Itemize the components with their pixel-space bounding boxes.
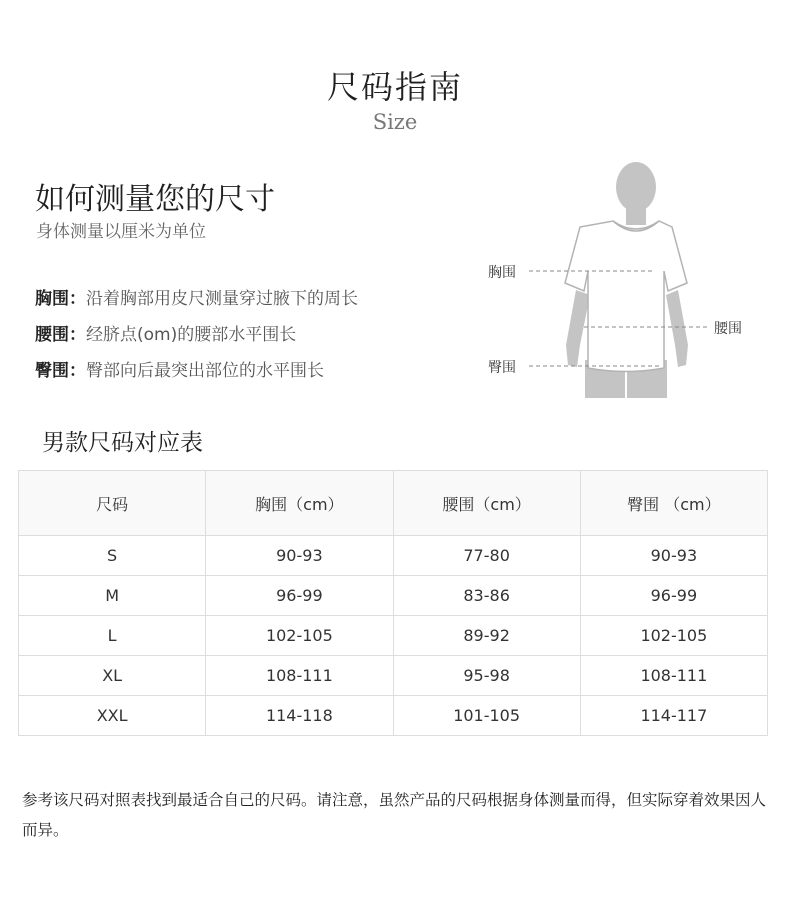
column-header-size: 尺码 (19, 471, 206, 536)
chest-line-label: 胸围 (488, 265, 516, 281)
measure-item-desc: 臀部向后最突出部位的水平围长 (86, 361, 324, 381)
table-header-row (19, 471, 768, 536)
size-cell: M (19, 576, 206, 616)
size-disclaimer-note: 参考该尺码对照表找到最适合自己的尺码。请注意，虽然产品的尺码根据身体测量而得，但实际穿着效果因人而异。 (22, 791, 767, 839)
waist-cell: 101-105 (393, 696, 580, 736)
chest-cell: 96-99 (206, 576, 393, 616)
measure-item-hip (35, 356, 324, 381)
hip-cell: 96-99 (580, 576, 767, 616)
hip-line-label: 臀围 (488, 360, 516, 376)
hip-cell: 108-111 (580, 656, 767, 696)
measure-item-desc: 沿着胸部用皮尺测量穿过腋下的周长 (86, 289, 358, 309)
hip-cell: 90-93 (580, 536, 767, 576)
measure-item-label: 臀围： (35, 361, 86, 381)
column-header-hip: 臀围 （cm） (580, 471, 767, 536)
waist-cell: 83-86 (393, 576, 580, 616)
waist-cell: 77-80 (393, 536, 580, 576)
table-row (19, 576, 768, 616)
how-to-measure-subheading: 身体测量以厘米为单位 (36, 222, 206, 242)
table-row (19, 536, 768, 576)
hip-cell: 102-105 (580, 616, 767, 656)
size-cell: XXL (19, 696, 206, 736)
body-measurement-figure (480, 155, 780, 405)
measure-item-chest (35, 284, 358, 309)
waist-line-label: 腰围 (714, 321, 742, 337)
size-cell: S (19, 536, 206, 576)
page-title: 尺码指南 (326, 68, 463, 106)
chest-cell: 114-118 (206, 696, 393, 736)
body-silhouette-icon (480, 155, 780, 405)
waist-cell: 89-92 (393, 616, 580, 656)
table-row (19, 616, 768, 656)
chest-cell: 102-105 (206, 616, 393, 656)
table-row (19, 656, 768, 696)
measure-item-label: 胸围： (35, 289, 86, 309)
chest-cell: 90-93 (206, 536, 393, 576)
column-header-chest: 胸围（cm） (206, 471, 393, 536)
page-subtitle: Size (372, 110, 418, 134)
size-table-heading: 男款尺码对应表 (42, 430, 203, 456)
table-row (19, 696, 768, 736)
size-cell: XL (19, 656, 206, 696)
waist-cell: 95-98 (393, 656, 580, 696)
size-cell: L (19, 616, 206, 656)
chest-cell: 108-111 (206, 656, 393, 696)
size-chart-table (18, 470, 768, 736)
measure-item-desc: 经脐点(om)的腰部水平围长 (86, 325, 297, 345)
measure-item-label: 腰围： (35, 325, 86, 345)
hip-cell: 114-117 (580, 696, 767, 736)
measure-item-waist (35, 320, 296, 345)
column-header-waist: 腰围（cm） (393, 471, 580, 536)
how-to-measure-heading: 如何测量您的尺寸 (35, 182, 275, 217)
